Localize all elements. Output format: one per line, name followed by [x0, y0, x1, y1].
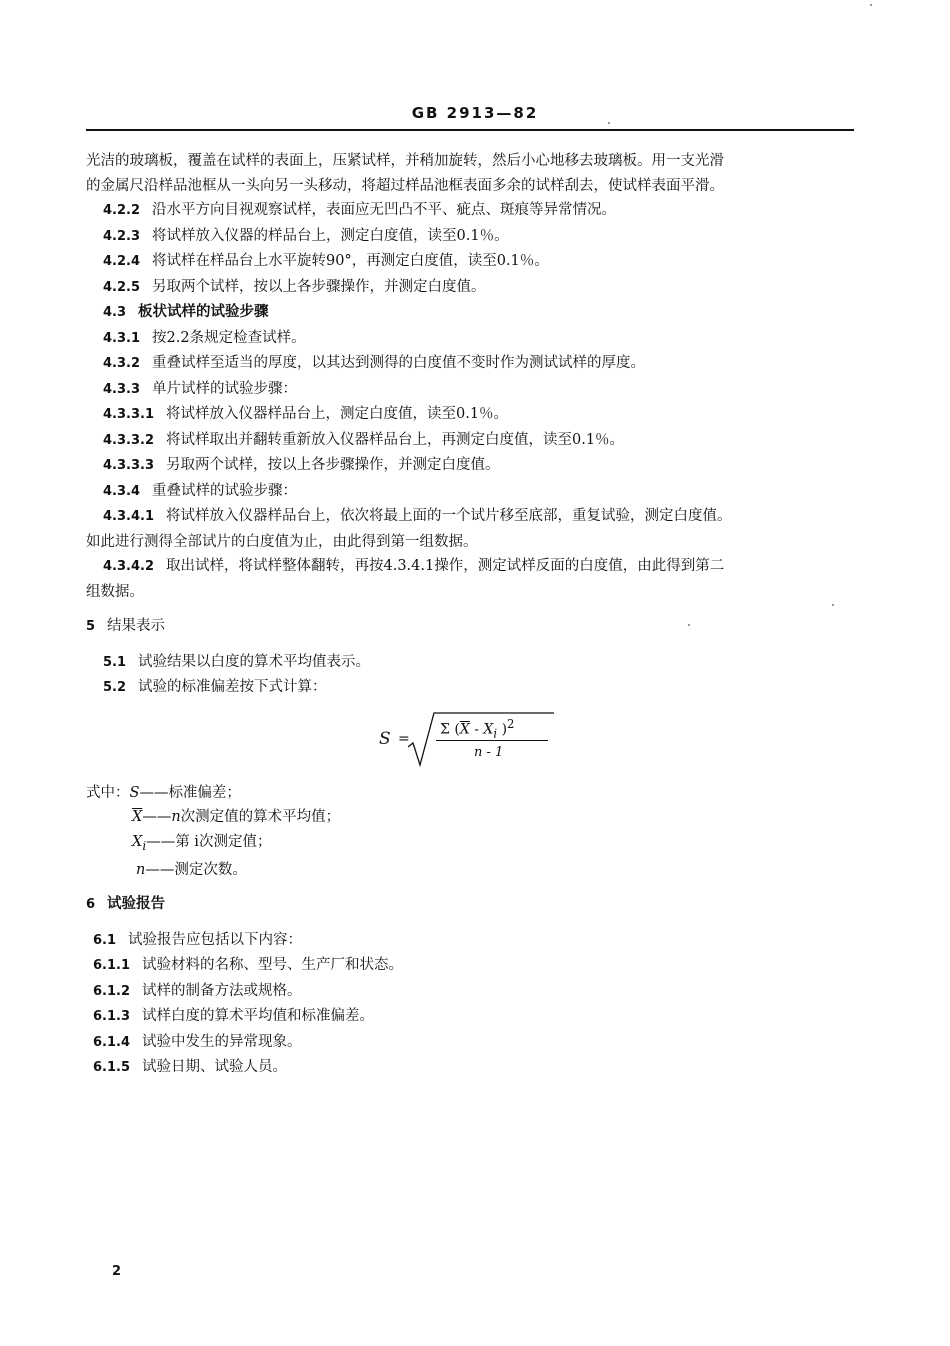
clause-6-1-4: 6.1.4 试验中发生的异常现象。 [93, 1033, 302, 1050]
clause-6-1-2: 6.1.2 试样的制备方法或规格。 [93, 982, 302, 999]
clause-6-1-5: 6.1.5 试验日期、试验人员。 [93, 1059, 288, 1076]
formula-lhs: S [379, 728, 391, 749]
clause-4-2-3: 4.2.3 将试样放入仪器的样品台上，测定白度值，读至0.1％。 [103, 227, 509, 244]
clause-4-3-heading: 4.3 板状试样的试验步骤 [103, 303, 269, 320]
clause-4-2-5: 4.2.5 另取两个试样，按以上各步骤操作，并测定白度值。 [103, 278, 486, 295]
clause-4-3-3-3: 4.3.3.3 另取两个试样，按以上各步骤操作，并测定白度值。 [103, 457, 500, 473]
clause-4-3-4-1: 4.3.4.1 将试样放入仪器样品台上，依次将最上面的一个试片移至底部，重复试验，测定白度值。 [103, 508, 732, 524]
page-number: 2 [112, 1264, 122, 1279]
symbol-definitions [86, 781, 854, 883]
scan-speck [688, 624, 690, 626]
fraction-bar [436, 740, 548, 741]
header-rule [86, 129, 854, 131]
formula-denominator: n - 1 [474, 744, 504, 760]
clause-6-1: 6.1 试验报告应包括以下内容： [93, 931, 303, 948]
clause-4-3-4-2-cont: 组数据。 [86, 583, 144, 600]
formula-equals: = [398, 730, 410, 747]
paragraph-line: 光洁的玻璃板，覆盖在试样的表面上，压紧试样，并稍加旋转，然后小心地移去玻璃板。用一支光滑 [86, 153, 724, 169]
clause-5-2: 5.2 试验的标准偏差按下式计算： [103, 679, 327, 695]
formula-numerator: Σ ($\overline{X} - X_i$ )$^2$ [440, 716, 515, 740]
clause-4-3-2: 4.3.2 重叠试样至适当的厚度，以其达到测得的白度值不变时作为测试试样的厚度。 [103, 355, 646, 371]
page-header-code: GB 2913—82 [411, 104, 539, 122]
scan-speck [870, 4, 872, 6]
clause-4-3-3-1: 4.3.3.1 将试样放入仪器样品台上，测定白度值，读至0.1％。 [103, 406, 509, 422]
clause-4-3-1: 4.3.1 按2.2条规定检查试样。 [103, 329, 306, 346]
section-6-heading: 6 试验报告 [86, 895, 166, 913]
definition-s: 式中：S——标准偏差； [86, 784, 241, 801]
std-deviation-formula [86, 711, 854, 781]
scan-speck [608, 122, 610, 124]
clause-4-2-4: 4.2.4 将试样在样品台上水平旋转90°，再测定白度值，读至0.1％。 [103, 253, 549, 269]
definition-xi: $X_i——$第 i次测定值； [132, 833, 272, 853]
clause-4-3-4-1-cont: 如此进行测得全部试片的白度值为止，由此得到第一组数据。 [86, 533, 478, 550]
clause-4-3-4: 4.3.4 重叠试样的试验步骤： [103, 482, 298, 499]
clause-6-1-3: 6.1.3 试样白度的算术平均值和标准偏差。 [93, 1008, 375, 1025]
definition-xbar: $\overline{X}——n$次测定值的算术平均值； [132, 809, 341, 825]
clause-4-3-3: 4.3.3 单片试样的试验步骤： [103, 380, 298, 397]
paragraph-line: 的金属尺沿样品池框从一头向另一头移动，将超过样品池框表面多余的试样刮去，使试样表面平滑。 [86, 177, 724, 194]
clause-6-1-1: 6.1.1 试验材料的名称、型号、生产厂和状态。 [93, 957, 404, 974]
clause-4-3-4-2: 4.3.4.2 取出试样，将试样整体翻转，再按4.3.4.1操作，测定试样反面的白度值，由此得到第二 [103, 558, 725, 574]
definition-n: n——测定次数。 [136, 861, 247, 878]
clause-5-1: 5.1 试验结果以白度的算术平均值表示。 [103, 653, 371, 670]
document-body [86, 149, 854, 1081]
scan-speck [832, 604, 834, 606]
section-5-heading: 5 结果表示 [86, 618, 166, 634]
clause-4-3-3-2: 4.3.3.2 将试样取出并翻转重新放入仪器样品台上，再测定白度值，读至0.1％。 [103, 431, 625, 448]
clause-4-2-2: 4.2.2 沿水平方向目视观察试样，表面应无凹凸不平、疵点、斑痕等异常情况。 [103, 202, 617, 218]
